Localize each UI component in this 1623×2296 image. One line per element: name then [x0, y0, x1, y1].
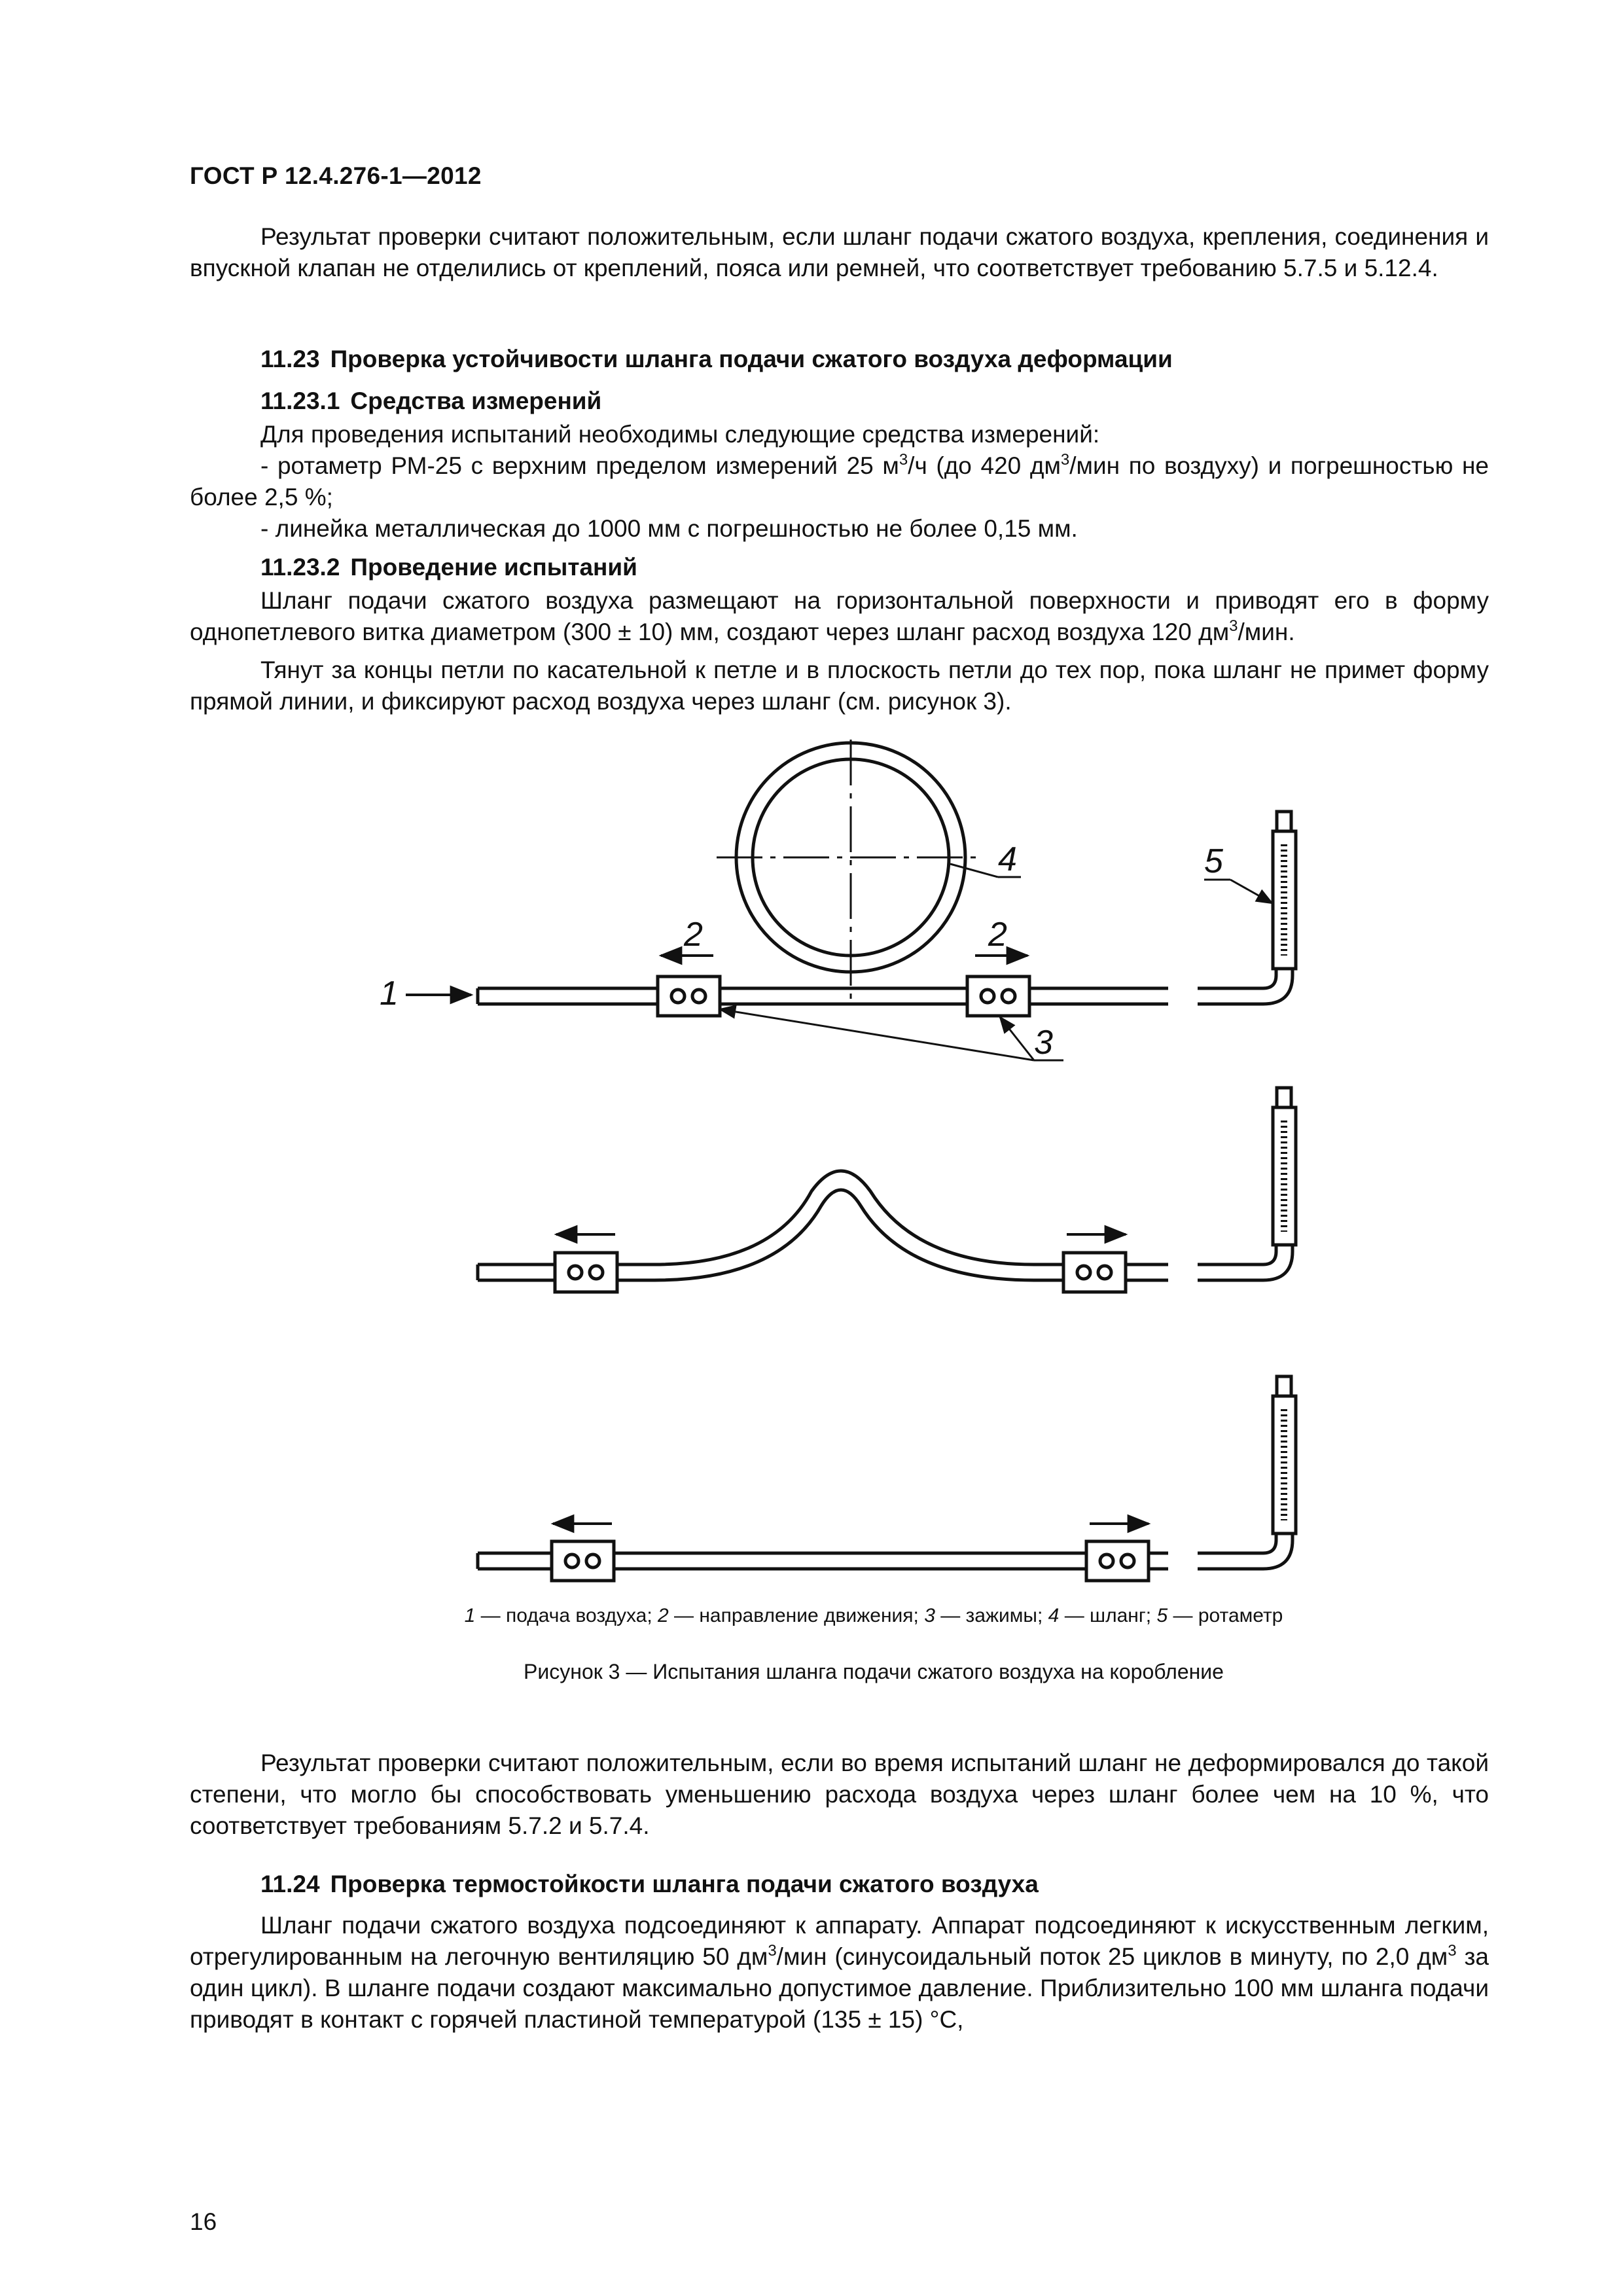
section-title: Средства измерений	[350, 387, 602, 414]
result-paragraph	[190, 1748, 1489, 1842]
page-number: 16	[190, 2208, 217, 2235]
section-title: Проверка термостойкости шланга подачи сжатого воздуха	[330, 1871, 1039, 1897]
clamp-left	[552, 1541, 614, 1581]
section-heading-11-23-2	[260, 554, 637, 581]
callout-2-left: 2	[684, 916, 703, 954]
clamp-left	[658, 977, 720, 1016]
section-number: 11.24	[260, 1871, 320, 1897]
hose-leader	[950, 864, 998, 877]
callout-2-right: 2	[988, 916, 1007, 954]
callout-5: 5	[1204, 842, 1223, 880]
clamp-right	[1086, 1541, 1149, 1581]
means-item-rotameter	[190, 450, 1489, 513]
figure-3-drawing	[0, 740, 1623, 1617]
rotameter-leader	[1230, 880, 1272, 903]
document-header: ГОСТ Р 12.4.276-1—2012	[190, 162, 482, 189]
section-heading-11-24	[260, 1871, 1039, 1898]
result-text: Результат проверки считают положительным, если во время испытаний шланг не деформировался до такой степени, что могло бы способствовать уменьшению расхода воздуха через шланг более чем на 10 %, что соответствует требованиям 5.7.2 и 5.7.4.	[190, 1749, 1489, 1839]
intro-text: Результат проверки считают положительным, если шланг подачи сжатого воздуха, крепления, соединения и впускной клапан не отделились от креплений, пояса или ремней, что соответствует требованию 5.7.5 и 5.12.4.	[190, 223, 1489, 281]
hose-bend-top	[478, 1171, 1168, 1265]
heat-paragraph	[190, 1910, 1489, 2036]
heat-text: Шланг подачи сжатого воздуха подсоединяют к аппарату. Аппарат подсоединяют к искусственным легким, отрегулированным на легочную вентиляцию 50 $дм^3$/мин (синусоидальный поток 25 циклов в минуту, по 2,0 $дм^3$ за один цикл). В шланге подачи создают максимально допустимое давление. Приблизительно 100 мм шланга подачи приводят в контакт с горячей пластиной температурой (135 ± 15) °С,	[190, 1912, 1489, 2033]
procedure-paragraph-1	[190, 585, 1489, 648]
section-heading-11-23	[260, 346, 1173, 373]
callout-4: 4	[998, 840, 1017, 878]
hose-loop-row	[406, 740, 1296, 1060]
section-number: 11.23.1	[260, 387, 340, 414]
rotameter-middle	[1198, 1088, 1296, 1280]
means-intro-text: Для проведения испытаний необходимы следующие средства измерений:	[260, 421, 1100, 448]
clamp-leader-right	[1000, 1017, 1034, 1060]
clamp-right	[1063, 1253, 1126, 1292]
hose-bend-row	[478, 1088, 1296, 1292]
callout-1: 1	[380, 975, 399, 1013]
rotameter-top	[1198, 812, 1296, 1004]
means-item-ruler-text: - линейка металлическая до 1000 мм с погрешностью не более 0,15 мм.	[260, 515, 1078, 542]
callout-3: 3	[1034, 1024, 1053, 1062]
intro-paragraph	[190, 221, 1489, 284]
hose-straight-row	[478, 1376, 1296, 1581]
figure-caption: Рисунок 3 — Испытания шланга подачи сжатого воздуха на коробление	[524, 1660, 1224, 1683]
section-number: 11.23	[260, 346, 320, 372]
procedure-text-1: Шланг подачи сжатого воздуха размещают на горизонтальной поверхности и приводят его в форму однопетлевого витка диаметром (300 ± 10) мм, создают через шланг расход воздуха 120 $дм^3$/мин.	[190, 587, 1489, 645]
section-title: Проверка устойчивости шланга подачи сжатого воздуха деформации	[330, 346, 1173, 372]
figure-legend: 1 — подача воздуха; 2 — направление движения; 3 — зажимы; 4 — шланг; 5 — ротаметр	[464, 1605, 1283, 1626]
section-heading-11-23-1	[260, 387, 601, 415]
means-intro	[190, 419, 1489, 450]
means-item-rotameter-text: - ротаметр РМ-25 с верхним пределом измерений 25 $м^3/ч$ (до 420 $дм^3$/мин по воздуху) и погрешностью не более 2,5 %;	[190, 451, 1489, 511]
clamp-right	[967, 977, 1029, 1016]
means-item-ruler	[190, 513, 1489, 545]
section-number: 11.23.2	[260, 554, 340, 581]
rotameter-bottom	[1198, 1376, 1296, 1569]
procedure-paragraph-2	[190, 655, 1489, 717]
clamp-left	[555, 1253, 617, 1292]
section-title: Проведение испытаний	[350, 554, 637, 581]
procedure-text-2: Тянут за концы петли по касательной к петле и в плоскость петли до тех пор, пока шланг не примет форму прямой линии, и фиксируют расход воздуха через шланг (см. рисунок 3).	[190, 656, 1489, 715]
